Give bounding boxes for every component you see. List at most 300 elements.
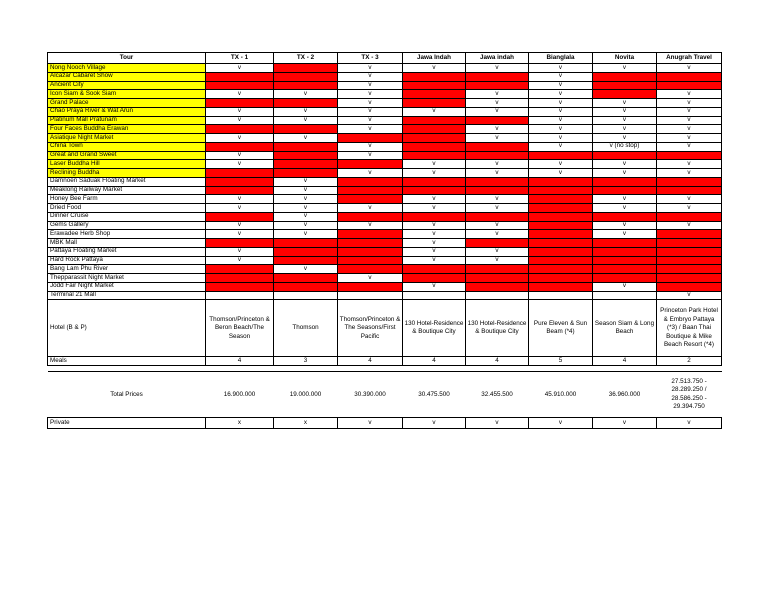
unavailable-cell <box>529 186 593 195</box>
check-cell: v <box>274 90 338 99</box>
unavailable-cell <box>403 212 466 221</box>
tour-name: Asiatique Night Market <box>48 134 206 143</box>
check-cell: v <box>529 125 593 134</box>
total-price-cell: 36.960.000 <box>593 372 657 418</box>
unavailable-cell <box>403 81 466 90</box>
unavailable-cell <box>338 256 403 265</box>
unavailable-cell <box>338 160 403 169</box>
check-cell: v <box>657 204 722 213</box>
unavailable-cell <box>206 274 274 283</box>
check-cell: v <box>657 142 722 151</box>
private-cell: v <box>403 418 466 429</box>
check-cell: v <box>657 169 722 178</box>
check-cell: v <box>206 90 274 99</box>
unavailable-cell <box>593 151 657 160</box>
unavailable-cell <box>593 212 657 221</box>
unavailable-cell <box>466 239 529 248</box>
table-row <box>48 291 722 300</box>
unavailable-cell <box>466 177 529 186</box>
unavailable-cell <box>206 125 274 134</box>
check-cell: v <box>657 116 722 125</box>
check-cell: v <box>403 221 466 230</box>
check-cell: v <box>403 107 466 116</box>
table-row <box>48 125 722 134</box>
tour-name: Dinner Cruise <box>48 212 206 221</box>
check-cell: v <box>529 107 593 116</box>
header-provider: Jawa Indah <box>403 53 466 64</box>
tour-name: Terminal 21 Mall <box>48 291 206 300</box>
check-cell: v <box>403 64 466 73</box>
total-price-cell: 45.910.000 <box>529 372 593 418</box>
table-row <box>48 282 722 291</box>
check-cell: v <box>274 186 338 195</box>
unavailable-cell <box>529 282 593 291</box>
meals-cell: 2 <box>657 357 722 366</box>
check-cell: v <box>206 107 274 116</box>
check-cell <box>274 291 338 300</box>
table-row <box>48 116 722 125</box>
unavailable-cell <box>593 177 657 186</box>
header-provider: TX - 1 <box>206 53 274 64</box>
unavailable-cell <box>657 151 722 160</box>
total-price-cell: 30.390.000 <box>338 372 403 418</box>
unavailable-cell <box>274 125 338 134</box>
unavailable-cell <box>403 177 466 186</box>
header-row <box>48 53 722 64</box>
check-cell: v <box>466 107 529 116</box>
tour-name: Platinum Mall Pratunam <box>48 116 206 125</box>
tour-name: Gems Gallery <box>48 221 206 230</box>
check-cell: v <box>593 230 657 239</box>
check-cell: v <box>403 256 466 265</box>
unavailable-cell <box>338 247 403 256</box>
unavailable-cell <box>274 72 338 81</box>
private-cell: v <box>338 418 403 429</box>
unavailable-cell <box>657 265 722 274</box>
tour-name: Bang Lam Phu River <box>48 265 206 274</box>
unavailable-cell <box>593 274 657 283</box>
table-row <box>48 160 722 169</box>
check-cell <box>529 291 593 300</box>
header-provider: TX - 3 <box>338 53 403 64</box>
unavailable-cell <box>657 186 722 195</box>
check-cell: v <box>529 90 593 99</box>
unavailable-cell <box>206 265 274 274</box>
check-cell: v <box>466 134 529 143</box>
total-prices-label: Total Prices <box>48 372 206 418</box>
check-cell: v <box>466 204 529 213</box>
unavailable-cell <box>403 151 466 160</box>
check-cell: v <box>466 195 529 204</box>
unavailable-cell <box>466 282 529 291</box>
table-row <box>48 274 722 283</box>
meals-cell: 4 <box>466 357 529 366</box>
hotel-cell: Season Siam & Long Beach <box>593 300 657 357</box>
unavailable-cell <box>206 177 274 186</box>
unavailable-cell <box>593 265 657 274</box>
check-cell: v <box>593 116 657 125</box>
check-cell <box>403 291 466 300</box>
unavailable-cell <box>403 142 466 151</box>
check-cell: v <box>338 204 403 213</box>
unavailable-cell <box>466 142 529 151</box>
unavailable-cell <box>206 186 274 195</box>
check-cell: v <box>529 64 593 73</box>
check-cell: v <box>593 221 657 230</box>
tour-name: China Town <box>48 142 206 151</box>
check-cell: v <box>274 265 338 274</box>
meals-cell: 4 <box>206 357 274 366</box>
unavailable-cell <box>338 134 403 143</box>
check-cell: v <box>593 160 657 169</box>
total-price-cell: 27.513.750 - 28.289.250 / 28.586.250 - 29.394.750 <box>657 372 722 418</box>
unavailable-cell <box>274 160 338 169</box>
total-prices-row <box>48 372 722 418</box>
check-cell: v <box>466 256 529 265</box>
check-cell: v <box>657 134 722 143</box>
check-cell: v <box>529 134 593 143</box>
check-cell: v <box>338 64 403 73</box>
unavailable-cell <box>593 186 657 195</box>
check-cell: v <box>206 160 274 169</box>
table-row <box>48 90 722 99</box>
meals-row <box>48 357 722 366</box>
table-row <box>48 169 722 178</box>
check-cell <box>593 291 657 300</box>
check-cell: v <box>206 221 274 230</box>
unavailable-cell <box>338 177 403 186</box>
unavailable-cell <box>529 177 593 186</box>
total-price-cell: 16.900.000 <box>206 372 274 418</box>
unavailable-cell <box>338 265 403 274</box>
table-row <box>48 177 722 186</box>
check-cell: v <box>338 99 403 108</box>
unavailable-cell <box>593 247 657 256</box>
unavailable-cell <box>593 81 657 90</box>
table-row <box>48 239 722 248</box>
unavailable-cell <box>593 90 657 99</box>
check-cell: v <box>657 99 722 108</box>
check-cell: v <box>274 221 338 230</box>
unavailable-cell <box>274 256 338 265</box>
unavailable-cell <box>403 125 466 134</box>
check-cell: v <box>274 195 338 204</box>
table-row <box>48 142 722 151</box>
header-provider: Jawa indah <box>466 53 529 64</box>
private-cell: v <box>466 418 529 429</box>
check-cell: v <box>206 134 274 143</box>
check-cell <box>338 291 403 300</box>
tour-name: Reclining Buddha <box>48 169 206 178</box>
tour-name: Alcazar Cabaret Show <box>48 72 206 81</box>
hotel-cell: 130 Hotel-Residence & Boutique City <box>403 300 466 357</box>
check-cell: v <box>593 64 657 73</box>
unavailable-cell <box>206 72 274 81</box>
check-cell: v (no stop) <box>593 142 657 151</box>
total-price-cell: 30.475.500 <box>403 372 466 418</box>
private-row <box>48 418 722 429</box>
meals-cell: 5 <box>529 357 593 366</box>
unavailable-cell <box>657 274 722 283</box>
meals-cell: 4 <box>593 357 657 366</box>
unavailable-cell <box>403 274 466 283</box>
check-cell <box>466 291 529 300</box>
tour-name: Icon Siam & Sook Siam <box>48 90 206 99</box>
check-cell: v <box>206 64 274 73</box>
unavailable-cell <box>403 116 466 125</box>
unavailable-cell <box>657 282 722 291</box>
check-cell: v <box>529 142 593 151</box>
unavailable-cell <box>338 195 403 204</box>
unavailable-cell <box>403 72 466 81</box>
unavailable-cell <box>466 81 529 90</box>
check-cell: v <box>206 230 274 239</box>
check-cell <box>206 291 274 300</box>
check-cell: v <box>529 116 593 125</box>
unavailable-cell <box>403 186 466 195</box>
unavailable-cell <box>657 239 722 248</box>
table-row <box>48 204 722 213</box>
check-cell: v <box>657 221 722 230</box>
meals-cell: 3 <box>274 357 338 366</box>
tour-name: Dried Food <box>48 204 206 213</box>
check-cell: v <box>206 247 274 256</box>
check-cell: v <box>657 160 722 169</box>
meals-cell: 4 <box>403 357 466 366</box>
check-cell: v <box>593 99 657 108</box>
check-cell: v <box>338 116 403 125</box>
unavailable-cell <box>529 151 593 160</box>
check-cell: v <box>274 177 338 186</box>
unavailable-cell <box>274 151 338 160</box>
table-row <box>48 256 722 265</box>
check-cell: v <box>593 134 657 143</box>
tour-name: Ancient City <box>48 81 206 90</box>
header-provider: Anugrah Travel <box>657 53 722 64</box>
table-row <box>48 230 722 239</box>
check-cell: v <box>657 195 722 204</box>
check-cell: v <box>206 256 274 265</box>
unavailable-cell <box>529 212 593 221</box>
check-cell: v <box>403 169 466 178</box>
meals-label: Meals <box>48 357 206 366</box>
table-row <box>48 64 722 73</box>
check-cell: v <box>657 107 722 116</box>
check-cell: v <box>593 169 657 178</box>
check-cell: v <box>338 221 403 230</box>
check-cell: v <box>206 116 274 125</box>
tour-name: Erawadee Herb Shop <box>48 230 206 239</box>
table-row <box>48 134 722 143</box>
unavailable-cell <box>466 186 529 195</box>
check-cell: v <box>657 90 722 99</box>
check-cell: v <box>274 116 338 125</box>
hotel-label: Hotel (B & P) <box>48 300 206 357</box>
unavailable-cell <box>338 282 403 291</box>
hotel-cell: Thomson <box>274 300 338 357</box>
unavailable-cell <box>466 265 529 274</box>
unavailable-cell <box>403 134 466 143</box>
unavailable-cell <box>274 169 338 178</box>
private-cell: v <box>593 418 657 429</box>
unavailable-cell <box>466 72 529 81</box>
check-cell: v <box>593 125 657 134</box>
hotel-cell: 130 Hotel-Residence & Boutique City <box>466 300 529 357</box>
total-price-cell: 32.455.500 <box>466 372 529 418</box>
private-cell: v <box>529 418 593 429</box>
check-cell: v <box>338 90 403 99</box>
unavailable-cell <box>657 81 722 90</box>
unavailable-cell <box>206 282 274 291</box>
tour-name: Damnoen Saduak Floating Market <box>48 177 206 186</box>
check-cell: v <box>466 247 529 256</box>
private-cell: x <box>206 418 274 429</box>
unavailable-cell <box>529 247 593 256</box>
table-row <box>48 265 722 274</box>
unavailable-cell <box>403 90 466 99</box>
check-cell: v <box>403 247 466 256</box>
header-provider: Bianglala <box>529 53 593 64</box>
unavailable-cell <box>274 239 338 248</box>
check-cell: v <box>338 81 403 90</box>
table-row <box>48 186 722 195</box>
unavailable-cell <box>593 239 657 248</box>
tour-name: Four Faces Buddha Erawan <box>48 125 206 134</box>
tour-name: Chao Praya River & Wat Arun <box>48 107 206 116</box>
unavailable-cell <box>529 265 593 274</box>
check-cell: v <box>466 99 529 108</box>
table-row <box>48 247 722 256</box>
check-cell: v <box>403 230 466 239</box>
check-cell: v <box>466 160 529 169</box>
private-label: Private <box>48 418 206 429</box>
unavailable-cell <box>466 274 529 283</box>
unavailable-cell <box>403 99 466 108</box>
check-cell: v <box>657 64 722 73</box>
table-row <box>48 151 722 160</box>
hotel-cell: Thomson/Princeton & Beron Beach/The Season <box>206 300 274 357</box>
unavailable-cell <box>529 239 593 248</box>
unavailable-cell <box>338 212 403 221</box>
unavailable-cell <box>529 195 593 204</box>
unavailable-cell <box>206 99 274 108</box>
unavailable-cell <box>274 282 338 291</box>
check-cell: v <box>529 99 593 108</box>
unavailable-cell <box>593 256 657 265</box>
tour-name: Pattaya Floating Market <box>48 247 206 256</box>
hotel-cell: Pure Eleven & Sun Beam (*4) <box>529 300 593 357</box>
unavailable-cell <box>529 256 593 265</box>
hotel-row <box>48 300 722 357</box>
unavailable-cell <box>206 169 274 178</box>
table-row <box>48 212 722 221</box>
check-cell: v <box>529 160 593 169</box>
check-cell: v <box>466 64 529 73</box>
total-price-cell: 19.000.000 <box>274 372 338 418</box>
check-cell: v <box>338 274 403 283</box>
check-cell: v <box>403 204 466 213</box>
check-cell: v <box>466 221 529 230</box>
check-cell: v <box>338 72 403 81</box>
check-cell: v <box>206 195 274 204</box>
tour-name: Grand Palace <box>48 99 206 108</box>
check-cell: v <box>466 90 529 99</box>
check-cell: v <box>593 107 657 116</box>
tour-name: Hard Rock Pattaya <box>48 256 206 265</box>
tour-name: Thepparassit Night Market <box>48 274 206 283</box>
check-cell: v <box>403 160 466 169</box>
unavailable-cell <box>657 212 722 221</box>
tour-name: Nong Nooch Village <box>48 64 206 73</box>
table-row <box>48 72 722 81</box>
unavailable-cell <box>657 230 722 239</box>
tour-name: Jodd Fair Night Market <box>48 282 206 291</box>
table-row <box>48 107 722 116</box>
header-tour: Tour <box>48 53 206 64</box>
check-cell: v <box>206 204 274 213</box>
tour-comparison-table <box>47 52 722 429</box>
check-cell: v <box>466 125 529 134</box>
unavailable-cell <box>338 186 403 195</box>
header-provider: Novita <box>593 53 657 64</box>
unavailable-cell <box>657 72 722 81</box>
check-cell: v <box>206 151 274 160</box>
check-cell: v <box>338 142 403 151</box>
private-cell: x <box>274 418 338 429</box>
table-row <box>48 221 722 230</box>
check-cell: v <box>529 72 593 81</box>
check-cell: v <box>529 81 593 90</box>
table-row <box>48 81 722 90</box>
unavailable-cell <box>466 116 529 125</box>
tour-name: Laser Buddha Hill <box>48 160 206 169</box>
check-cell: v <box>274 107 338 116</box>
unavailable-cell <box>466 151 529 160</box>
check-cell: v <box>274 212 338 221</box>
table-row <box>48 99 722 108</box>
check-cell: v <box>403 195 466 204</box>
check-cell: v <box>338 151 403 160</box>
unavailable-cell <box>206 239 274 248</box>
unavailable-cell <box>338 230 403 239</box>
check-cell: v <box>657 291 722 300</box>
check-cell: v <box>403 282 466 291</box>
unavailable-cell <box>274 81 338 90</box>
private-cell: v <box>657 418 722 429</box>
header-provider: TX - 2 <box>274 53 338 64</box>
tour-name: MBK Mall <box>48 239 206 248</box>
check-cell: v <box>338 169 403 178</box>
check-cell: v <box>274 204 338 213</box>
unavailable-cell <box>529 221 593 230</box>
unavailable-cell <box>274 274 338 283</box>
hotel-cell: Princeton Park Hotel & Embryo Pattaya (*3) / Baan Thai Boutique & Mike Beach Resort (*4) <box>657 300 722 357</box>
unavailable-cell <box>274 64 338 73</box>
unavailable-cell <box>274 99 338 108</box>
tour-name: Great and Grand Sweet <box>48 151 206 160</box>
tour-name: Meaklong Railway Market <box>48 186 206 195</box>
unavailable-cell <box>529 230 593 239</box>
check-cell: v <box>274 230 338 239</box>
check-cell: v <box>338 125 403 134</box>
unavailable-cell <box>657 256 722 265</box>
check-cell: v <box>466 230 529 239</box>
check-cell: v <box>593 195 657 204</box>
unavailable-cell <box>274 247 338 256</box>
unavailable-cell <box>657 177 722 186</box>
unavailable-cell <box>657 247 722 256</box>
unavailable-cell <box>529 204 593 213</box>
